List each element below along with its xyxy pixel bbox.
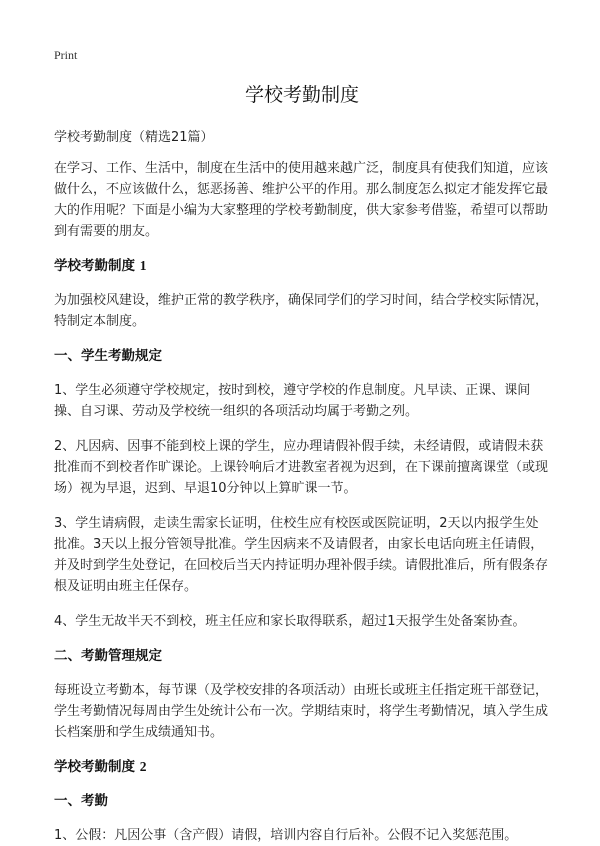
subsection-heading-attendance-management: 二、考勤管理规定	[54, 648, 162, 664]
section1-intro: 为加强校风建设，维护正常的教学秩序，确保同学们的学习时间，结合学校实际情况，特制定本制度。	[54, 293, 549, 329]
section-heading-1	[54, 256, 550, 276]
list-item: 2、凡因病、因事不能到校上课的学生，应办理请假补假手续，未经请假，或请假未获批准而不到校者作旷课论。上课铃响后才进教室者视为迟到，在下课前擅离课堂（或现场）视为早退，迟到、早退10分钟以上算旷课一节。	[54, 439, 549, 496]
list-item: 1、公假：凡因公事（含产假）请假，培训内容自行后补。公假不记入奖惩范围。	[54, 828, 518, 843]
subsection-heading-attendance: 一、考勤	[54, 793, 108, 809]
list-item: 1、学生必须遵守学校规定，按时到校，遵守学校的作息制度。凡早读、正课、课间操、自习课、劳动及学校统一组织的各项活动均属于考勤之列。	[54, 383, 531, 419]
section-heading-number: 1	[139, 258, 147, 273]
section-heading-number: 2	[139, 759, 147, 774]
section-heading-text: 学校考勤制度	[54, 759, 135, 775]
management-paragraph: 每班设立考勤本，每节课（及学校安排的各项活动）由班长或班主任指定班干部登记，学生考勤情况每周由学生处统计公布一次。学期结束时，将学生考勤情况，填入学生成长档案册和学生成绩通知书。	[54, 683, 549, 740]
page-title: 学校考勤制度	[244, 84, 359, 106]
section-heading-text: 学校考勤制度	[54, 258, 135, 274]
intro-paragraph: 在学习、工作、生活中，制度在生活中的使用越来越广泛，制度具有使我们知道，应该做什么，不应该做什么，惩恶扬善、维护公平的作用。那么制度怎么拟定才能发挥它最大的作用呢？下面是小编为大家整理的学校考勤制度，供大家参考借鉴，希望可以帮助到有需要的朋友。	[54, 161, 549, 239]
list-item: 4、学生无故半天不到校，班主任应和家长取得联系，超过1天报学生处备案协查。	[54, 614, 526, 629]
subsection-heading-student-attendance: 一、学生考勤规定	[54, 348, 162, 364]
document-subtitle: 学校考勤制度（精选21篇）	[54, 130, 214, 145]
section-heading-2	[54, 757, 550, 777]
print-link[interactable]: Print	[54, 48, 78, 62]
list-item: 3、学生请病假，走读生需家长证明，住校生应有校医或医院证明，2天以内报学生处批准。3天以上报分管领导批准。学生因病来不及请假者，由家长电话向班主任请假，并及时到学生处登记，在回校后当天内持证明办理补假手续。请假批准后，所有假条存根及证明由班主任保存。	[54, 516, 549, 594]
